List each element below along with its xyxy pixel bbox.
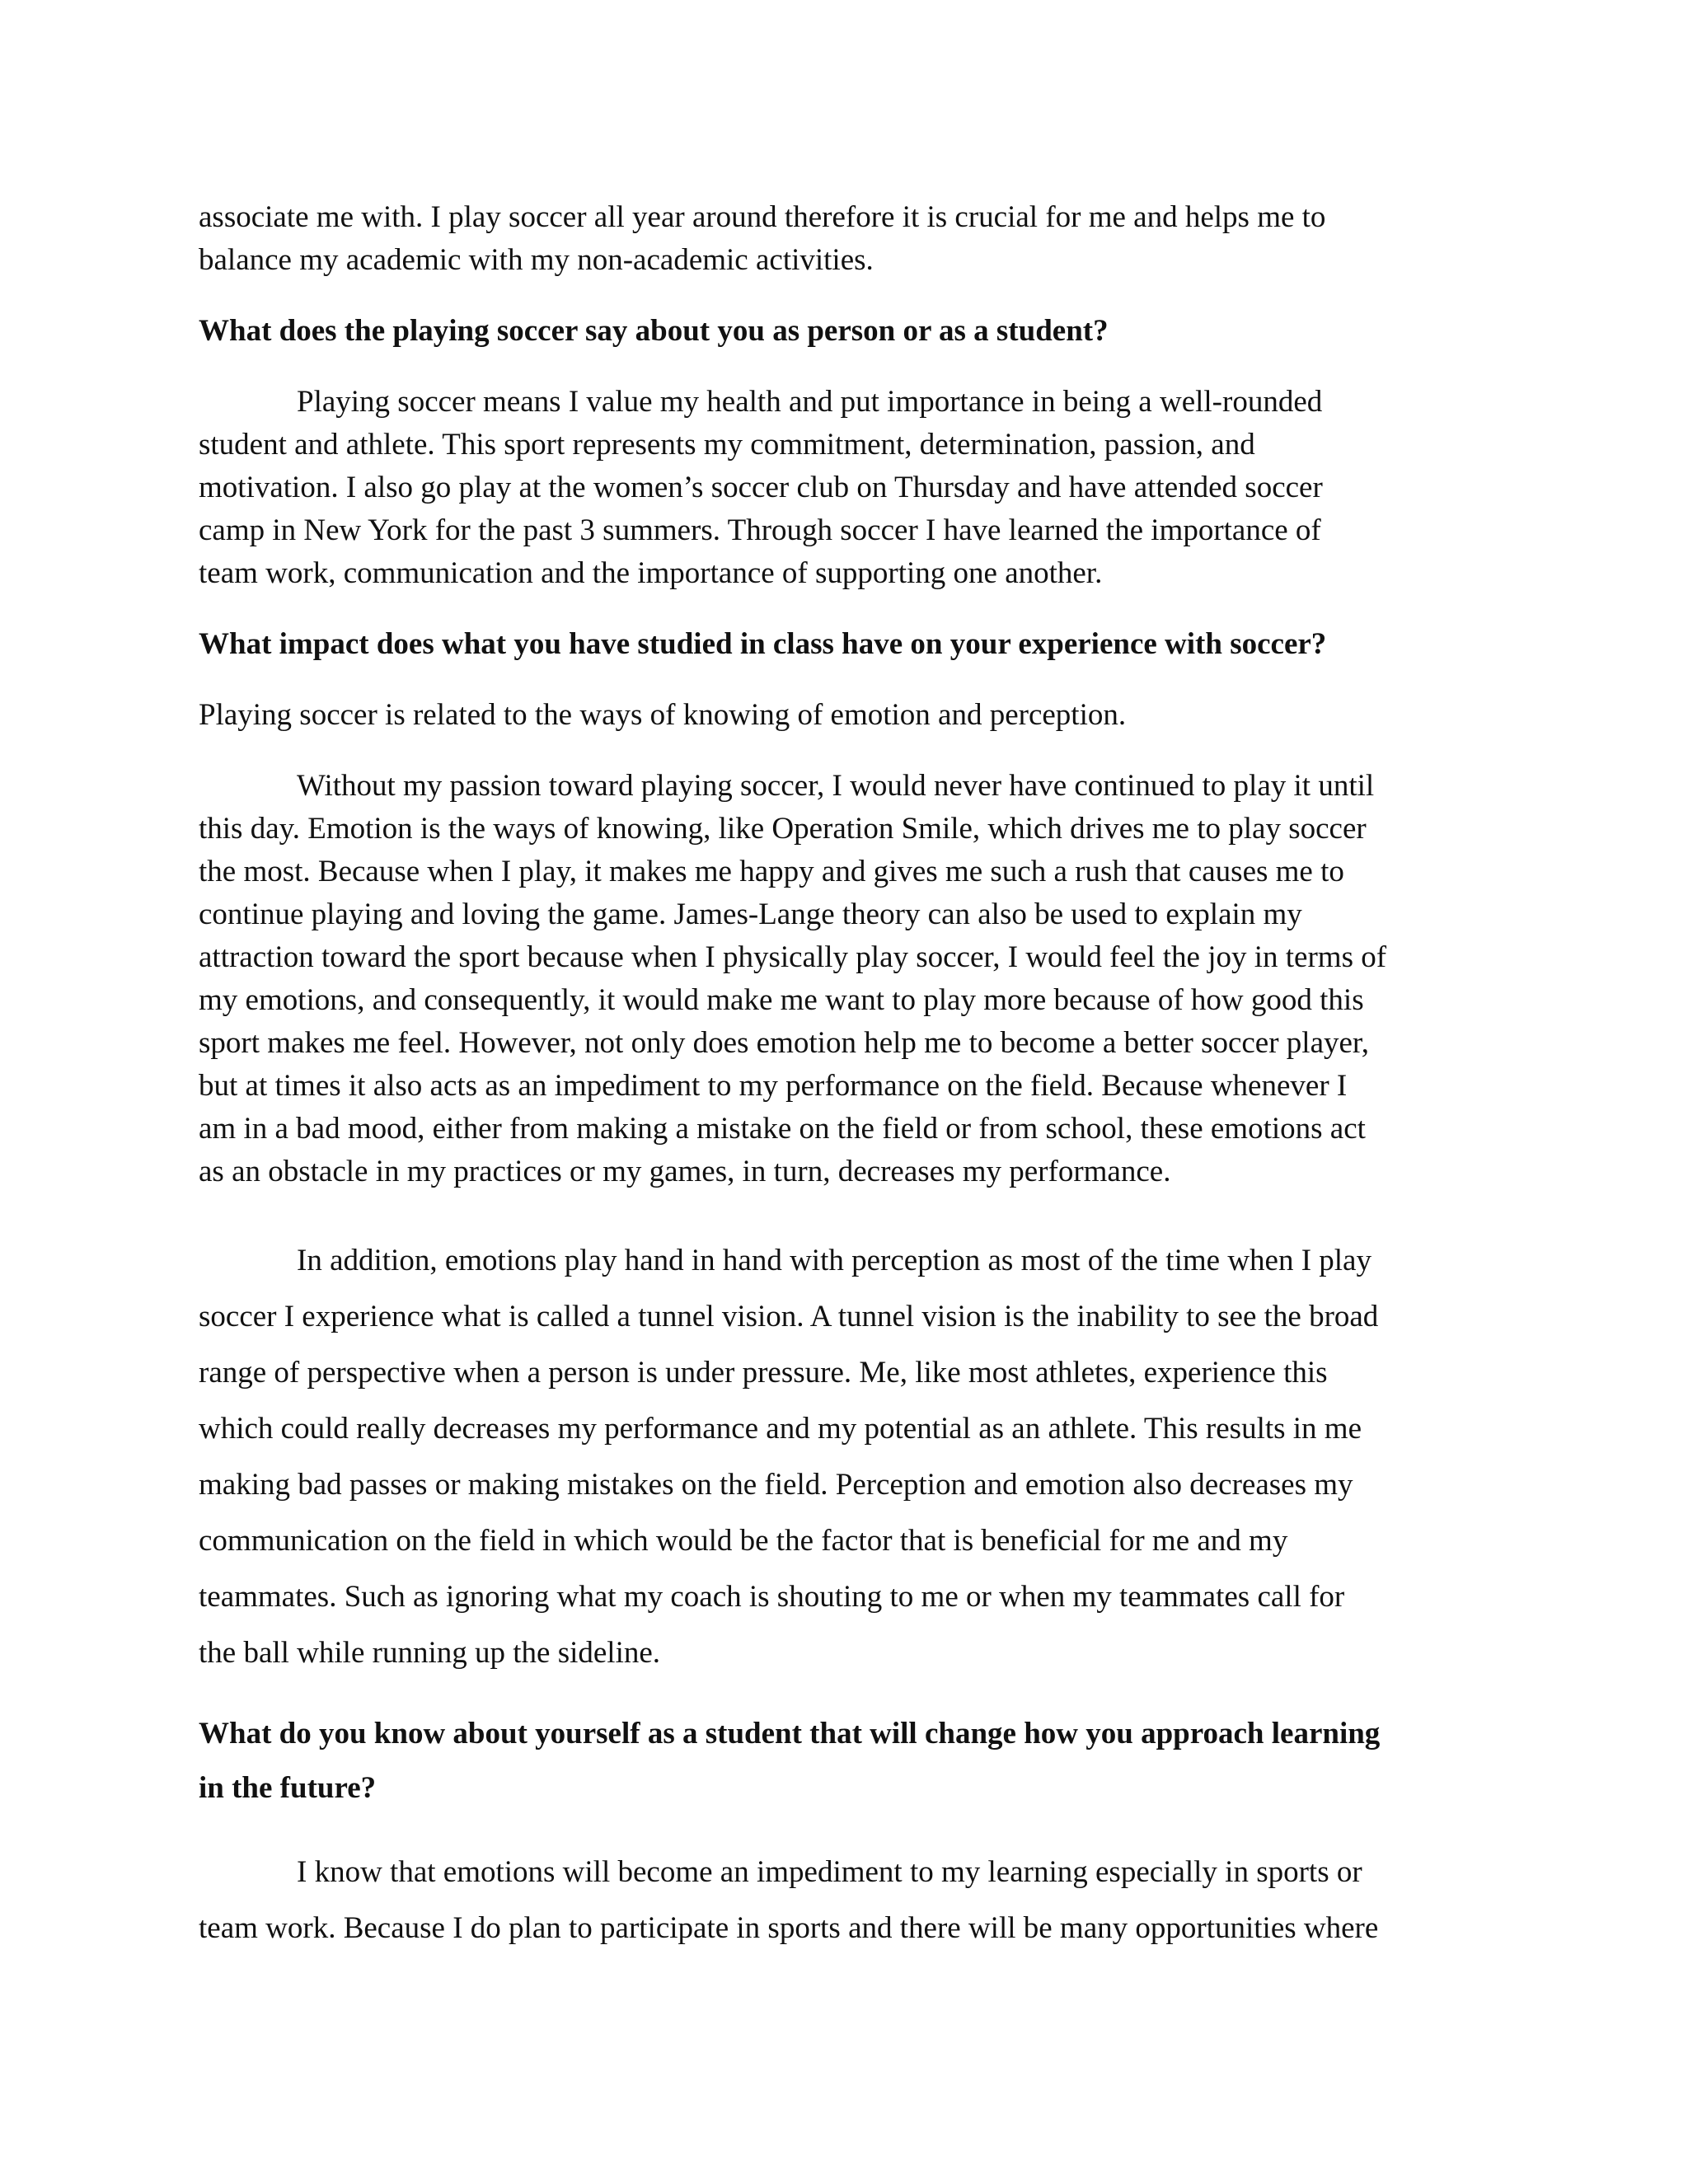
paragraph-line: associate me with. I play soccer all year around therefore it is crucial for me and helps me to xyxy=(199,200,1326,234)
paragraph-line: I know that emotions will become an impediment to my learning especially in sports or xyxy=(297,1855,1362,1889)
paragraph-line: student and athlete. This sport represents my commitment, determination, passion, and xyxy=(199,428,1255,462)
section-heading: What do you know about yourself as a student that will change how you approach learning xyxy=(199,1717,1381,1750)
paragraph-line: balance my academic with my non-academic activities. xyxy=(199,243,874,277)
paragraph-line: attraction toward the sport because when I physically play soccer, I would feel the joy in terms of xyxy=(199,940,1387,974)
paragraph-line: continue playing and loving the game. James-Lange theory can also be used to explain my xyxy=(199,898,1302,931)
paragraph-line: which could really decreases my performance and my potential as an athlete. This results in me xyxy=(199,1412,1362,1446)
paragraph-line: making bad passes or making mistakes on the field. Perception and emotion also decreases my xyxy=(199,1468,1353,1502)
paragraph-line: sport makes me feel. However, not only does emotion help me to become a better soccer player, xyxy=(199,1026,1370,1060)
paragraph-line: am in a bad mood, either from making a mistake on the field or from school, these emotions act xyxy=(199,1112,1366,1146)
paragraph-line: teammates. Such as ignoring what my coach is shouting to me or when my teammates call for xyxy=(199,1580,1345,1614)
paragraph-line: Playing soccer is related to the ways of knowing of emotion and perception. xyxy=(199,698,1127,732)
paragraph-line: my emotions, and consequently, it would make me want to play more because of how good this xyxy=(199,983,1364,1017)
paragraph-line: In addition, emotions play hand in hand with perception as most of the time when I play xyxy=(297,1244,1372,1277)
paragraph-line: the ball while running up the sideline. xyxy=(199,1636,661,1670)
section-heading: in the future? xyxy=(199,1771,377,1805)
paragraph-line: communication on the field in which would be the factor that is beneficial for me and my xyxy=(199,1524,1288,1558)
section-heading: What impact does what you have studied in class have on your experience with soccer? xyxy=(199,627,1327,661)
paragraph-line: the most. Because when I play, it makes me happy and gives me such a rush that causes me to xyxy=(199,855,1344,888)
paragraph-line: soccer I experience what is called a tunnel vision. A tunnel vision is the inability to see the broad xyxy=(199,1300,1379,1333)
section-heading: What does the playing soccer say about you as person or as a student? xyxy=(199,314,1109,348)
paragraph-line: Playing soccer means I value my health and put importance in being a well-rounded xyxy=(297,385,1323,419)
paragraph-line: team work. Because I do plan to participate in sports and there will be many opportunities where xyxy=(199,1911,1379,1945)
paragraph-line: as an obstacle in my practices or my games, in turn, decreases my performance. xyxy=(199,1155,1171,1188)
paragraph-line: motivation. I also go play at the women’s soccer club on Thursday and have attended soccer xyxy=(199,471,1323,504)
paragraph-line: Without my passion toward playing soccer, I would never have continued to play it until xyxy=(297,769,1375,803)
paragraph-line: range of perspective when a person is under pressure. Me, like most athletes, experience this xyxy=(199,1356,1328,1390)
paragraph-line: this day. Emotion is the ways of knowing, like Operation Smile, which drives me to play soccer xyxy=(199,812,1367,846)
paragraph-line: camp in New York for the past 3 summers. Through soccer I have learned the importance of xyxy=(199,513,1321,547)
paragraph-line: but at times it also acts as an impediment to my performance on the field. Because whenever I xyxy=(199,1069,1348,1103)
paragraph-line: team work, communication and the importance of supporting one another. xyxy=(199,556,1103,590)
